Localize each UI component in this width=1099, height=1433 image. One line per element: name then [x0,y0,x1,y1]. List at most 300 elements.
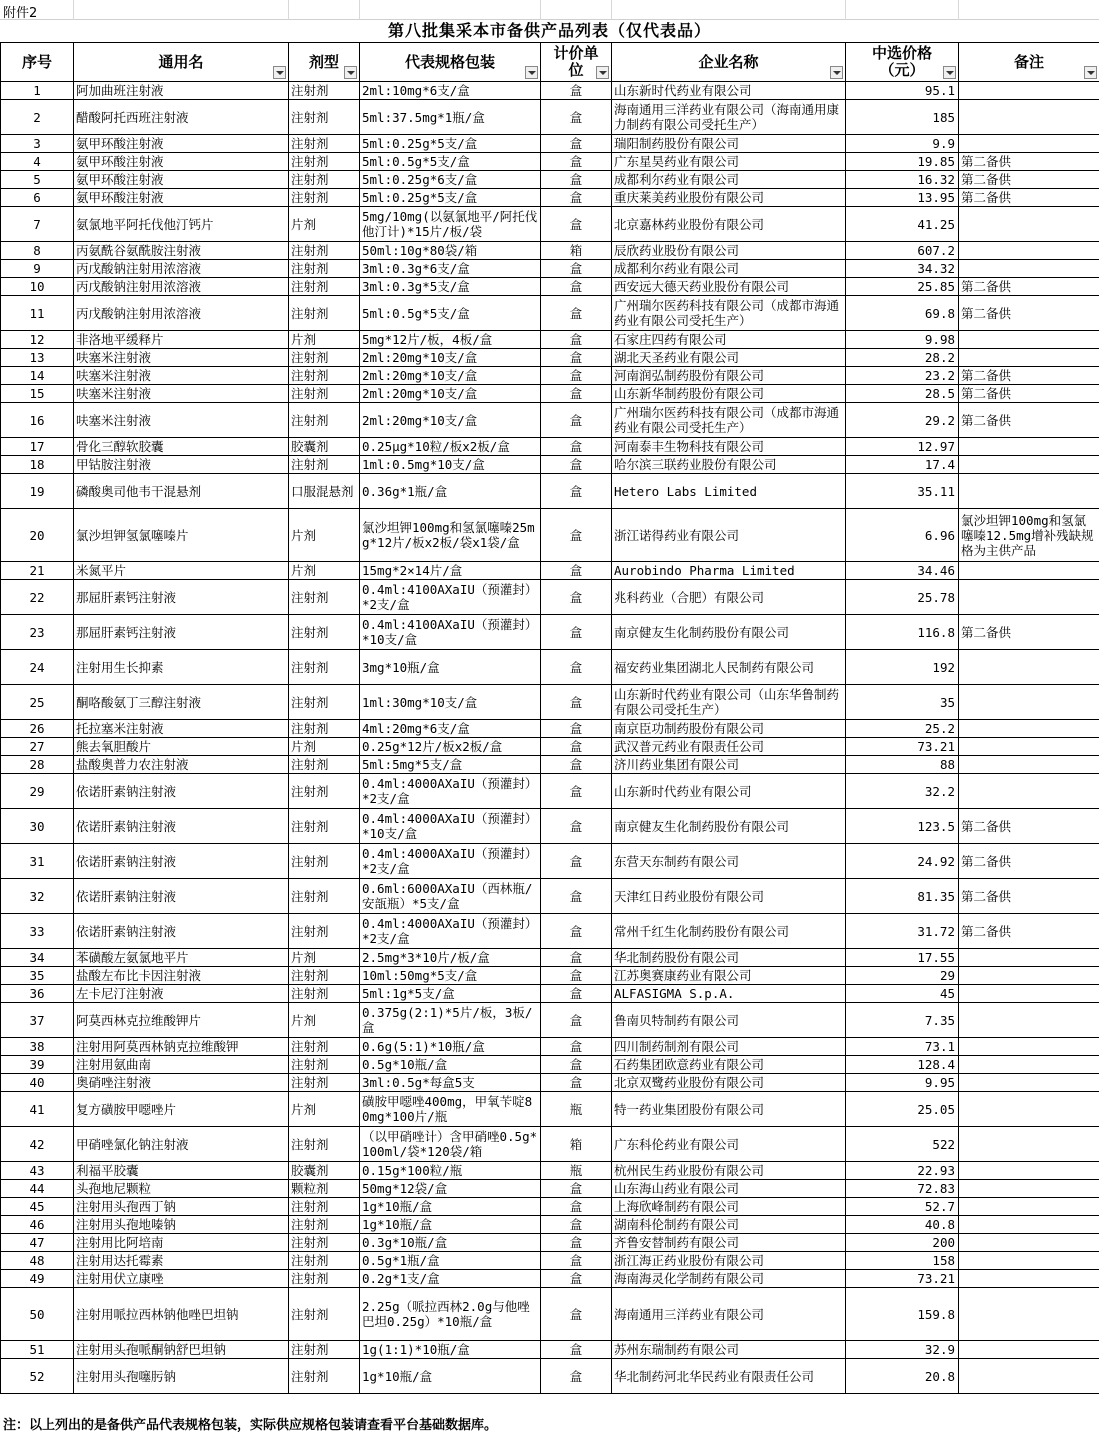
row-generic-name: 熊去氧胆酸片 [74,738,289,756]
row-dosage-form: 注射剂 [289,385,360,403]
row-company: 河南润弘制药股份有限公司 [612,367,846,385]
row-remark: 第二备供 [959,278,1099,296]
row-seq: 45 [1,1198,74,1216]
row-price: 16.32 [846,171,959,189]
row-remark [959,1162,1099,1180]
table-row [1,82,1099,100]
row-remark: 第二备供 [959,367,1099,385]
row-dosage-form: 注射剂 [289,1056,360,1074]
row-unit: 盒 [541,296,612,331]
row-seq: 7 [1,207,74,242]
row-company: 特一药业集团股份有限公司 [612,1092,846,1127]
row-remark: 第二备供 [959,385,1099,403]
header-remark: 备注 [959,43,1099,82]
row-company: 苏州东瑞制药有限公司 [612,1341,846,1359]
row-generic-name: 奥硝唑注射液 [74,1074,289,1092]
row-spec-package: 0.5g*10瓶/盒 [360,1056,541,1074]
table-row [1,738,1099,756]
row-spec-package: 2ml:20mg*10支/盒 [360,385,541,403]
row-price: 185 [846,100,959,135]
row-company: 武汉普元药业有限责任公司 [612,738,846,756]
row-spec-package: 0.4ml:4000AXaIU（预灌封）*10支/盒 [360,809,541,844]
row-remark [959,1056,1099,1074]
row-dosage-form: 注射剂 [289,456,360,474]
row-unit: 盒 [541,949,612,967]
row-price: 28.2 [846,349,959,367]
table-row [1,367,1099,385]
row-spec-package: 2.25g（哌拉西林2.0g与他唑巴坦0.25g）*10瓶/盒 [360,1288,541,1341]
table-row [1,1127,1099,1162]
row-price: 123.5 [846,809,959,844]
row-dosage-form: 注射剂 [289,844,360,879]
row-unit: 盒 [541,207,612,242]
row-dosage-form: 注射剂 [289,278,360,296]
row-unit: 盒 [541,985,612,1003]
row-remark [959,135,1099,153]
row-company: 石药集团欧意药业有限公司 [612,1056,846,1074]
row-company: 西安远大德天药业股份有限公司 [612,278,846,296]
row-spec-package: 5ml:1g*5支/盒 [360,985,541,1003]
row-seq: 21 [1,562,74,580]
row-unit: 箱 [541,242,612,260]
row-seq: 40 [1,1074,74,1092]
row-price: 95.1 [846,82,959,100]
row-dosage-form: 注射剂 [289,242,360,260]
row-generic-name: 头孢地尼颗粒 [74,1180,289,1198]
row-generic-name: 阿莫西林克拉维酸钾片 [74,1003,289,1038]
table-row [1,171,1099,189]
row-generic-name: 呋塞米注射液 [74,367,289,385]
row-seq: 50 [1,1288,74,1341]
table-row [1,438,1099,456]
row-unit: 盒 [541,438,612,456]
row-generic-name: 盐酸奥普力农注射液 [74,756,289,774]
row-unit: 盒 [541,1270,612,1288]
row-generic-name: 注射用头孢哌酮钠舒巴坦钠 [74,1341,289,1359]
row-seq: 22 [1,580,74,615]
row-generic-name: 复方磺胺甲噁唑片 [74,1092,289,1127]
table-title: 第八批集采本市备供产品列表（仅代表品） [0,20,1099,42]
row-company: 哈尔滨三联药业股份有限公司 [612,456,846,474]
row-spec-package: 0.4ml:4000AXaIU（预灌封）*2支/盒 [360,914,541,949]
row-remark [959,331,1099,349]
row-dosage-form: 片剂 [289,1003,360,1038]
row-unit: 盒 [541,1074,612,1092]
row-price: 28.5 [846,385,959,403]
row-remark [959,1038,1099,1056]
row-seq: 25 [1,685,74,720]
row-generic-name: 注射用达托霉素 [74,1252,289,1270]
row-dosage-form: 注射剂 [289,135,360,153]
row-generic-name: 丙戊酸钠注射用浓溶液 [74,278,289,296]
row-generic-name: 氨甲环酸注射液 [74,189,289,207]
table-row [1,967,1099,985]
table-row [1,985,1099,1003]
row-spec-package: 2.5mg*3*10片/板/盒 [360,949,541,967]
filter-dropdown-icon[interactable] [1084,66,1097,79]
filter-dropdown-icon[interactable] [943,66,956,79]
row-company: 湖北天圣药业有限公司 [612,349,846,367]
row-company: 成都利尔药业有限公司 [612,260,846,278]
row-seq: 16 [1,403,74,438]
table-row [1,331,1099,349]
row-spec-package: 0.4ml:4000AXaIU（预灌封）*2支/盒 [360,774,541,809]
row-dosage-form: 注射剂 [289,189,360,207]
row-unit: 盒 [541,720,612,738]
row-unit: 盒 [541,967,612,985]
row-seq: 13 [1,349,74,367]
row-dosage-form: 片剂 [289,1092,360,1127]
table-row [1,650,1099,685]
row-seq: 51 [1,1341,74,1359]
row-price: 40.8 [846,1216,959,1234]
row-spec-package: 0.5g*1瓶/盒 [360,1252,541,1270]
row-price: 72.83 [846,1180,959,1198]
table-row [1,720,1099,738]
table-row [1,135,1099,153]
row-seq: 20 [1,509,74,562]
row-price: 25.2 [846,720,959,738]
row-unit: 盒 [541,349,612,367]
row-seq: 17 [1,438,74,456]
row-seq: 47 [1,1234,74,1252]
row-company: 华北制药河北华民药业有限责任公司 [612,1359,846,1394]
row-spec-package: 0.4ml:4100AXaIU（预灌封）*2支/盒 [360,580,541,615]
row-dosage-form: 注射剂 [289,914,360,949]
row-unit: 盒 [541,844,612,879]
row-dosage-form: 注射剂 [289,1216,360,1234]
row-company: 天津红日药业股份有限公司 [612,879,846,914]
row-generic-name: 注射用比阿培南 [74,1234,289,1252]
row-seq: 34 [1,949,74,967]
row-generic-name: 苯磺酸左氨氯地平片 [74,949,289,967]
row-company: 常州千红生化制药股份有限公司 [612,914,846,949]
row-generic-name: 依诺肝素钠注射液 [74,914,289,949]
row-unit: 盒 [541,756,612,774]
row-dosage-form: 注射剂 [289,367,360,385]
row-generic-name: 米氮平片 [74,562,289,580]
table-row [1,1198,1099,1216]
row-generic-name: 阿加曲班注射液 [74,82,289,100]
table-row [1,474,1099,509]
row-price: 73.21 [846,1270,959,1288]
row-company: 山东新时代药业有限公司 [612,774,846,809]
table-row [1,509,1099,562]
row-generic-name: 那屈肝素钙注射液 [74,615,289,650]
table-row [1,1038,1099,1056]
row-generic-name: 依诺肝素钠注射液 [74,879,289,914]
table-row [1,296,1099,331]
row-spec-package: 0.6ml:6000AXaIU（西林瓶/安瓿瓶）*5支/盒 [360,879,541,914]
row-dosage-form: 颗粒剂 [289,1180,360,1198]
header-spec-package: 代表规格包装 [360,43,541,82]
row-spec-package: 5ml:37.5mg*1瓶/盒 [360,100,541,135]
row-price: 35 [846,685,959,720]
row-company: 广东科伦药业有限公司 [612,1127,846,1162]
row-remark [959,756,1099,774]
row-company: 海南通用三洋药业有限公司 [612,1288,846,1341]
row-dosage-form: 注射剂 [289,615,360,650]
row-generic-name: 骨化三醇软胶囊 [74,438,289,456]
table-row [1,403,1099,438]
row-price: 200 [846,1234,959,1252]
table-row [1,260,1099,278]
row-unit: 盒 [541,1359,612,1394]
row-spec-package: 15mg*2×14片/盒 [360,562,541,580]
row-generic-name: 甲钴胺注射液 [74,456,289,474]
filter-dropdown-icon[interactable] [830,66,843,79]
row-dosage-form: 胶囊剂 [289,438,360,456]
row-generic-name: 丙戊酸钠注射用浓溶液 [74,296,289,331]
row-price: 29 [846,967,959,985]
table-row [1,1270,1099,1288]
row-spec-package: 3ml:0.3g*6支/盒 [360,260,541,278]
row-price: 159.8 [846,1288,959,1341]
row-seq: 28 [1,756,74,774]
row-dosage-form: 注射剂 [289,82,360,100]
row-seq: 5 [1,171,74,189]
row-company: 四川制药制剂有限公司 [612,1038,846,1056]
table-row [1,809,1099,844]
row-remark [959,474,1099,509]
row-remark [959,260,1099,278]
row-price: 31.72 [846,914,959,949]
row-dosage-form: 片剂 [289,331,360,349]
row-unit: 盒 [541,456,612,474]
row-remark [959,774,1099,809]
row-dosage-form: 注射剂 [289,100,360,135]
row-dosage-form: 注射剂 [289,774,360,809]
row-remark [959,562,1099,580]
row-remark [959,1270,1099,1288]
row-remark [959,349,1099,367]
row-seq: 8 [1,242,74,260]
row-price: 17.55 [846,949,959,967]
table-row [1,1252,1099,1270]
row-price: 25.85 [846,278,959,296]
row-company: 海南通用三洋药业有限公司（海南通用康力制药有限公司受托生产） [612,100,846,135]
row-remark [959,1288,1099,1341]
row-company: 南京臣功制药股份有限公司 [612,720,846,738]
row-dosage-form: 注射剂 [289,967,360,985]
row-unit: 盒 [541,1198,612,1216]
row-seq: 44 [1,1180,74,1198]
row-dosage-form: 注射剂 [289,809,360,844]
row-spec-package: 0.36g*1瓶/盒 [360,474,541,509]
row-spec-package: 2ml:20mg*10支/盒 [360,349,541,367]
row-spec-package: 5mg/10mg(以氨氯地平/阿托伐他汀计)*15片/板/袋 [360,207,541,242]
header-generic-name: 通用名 [74,43,289,82]
row-seq: 29 [1,774,74,809]
table-row [1,1216,1099,1234]
row-seq: 9 [1,260,74,278]
row-price: 607.2 [846,242,959,260]
filter-dropdown-icon[interactable] [273,66,286,79]
row-seq: 19 [1,474,74,509]
table-row [1,1341,1099,1359]
row-company: 瑞阳制药股份有限公司 [612,135,846,153]
row-generic-name: 氨甲环酸注射液 [74,171,289,189]
row-unit: 盒 [541,100,612,135]
footnote: 注：以上列出的是备供产品代表规格包装，实际供应规格包装请查看平台基础数据库。 [3,1414,497,1433]
row-generic-name: 依诺肝素钠注射液 [74,809,289,844]
attachment-label: 附件2 [3,2,37,21]
row-remark [959,1180,1099,1198]
row-price: 9.9 [846,135,959,153]
table-row [1,615,1099,650]
row-generic-name: 注射用生长抑素 [74,650,289,685]
row-company: 浙江海正药业股份有限公司 [612,1252,846,1270]
row-spec-package: 5ml:0.25g*5支/盒 [360,189,541,207]
row-spec-package: 2ml:20mg*10支/盒 [360,403,541,438]
row-spec-package: 5mg*12片/板，4板/盒 [360,331,541,349]
row-seq: 12 [1,331,74,349]
row-remark [959,1198,1099,1216]
row-seq: 42 [1,1127,74,1162]
row-remark [959,1003,1099,1038]
row-price: 73.1 [846,1038,959,1056]
row-dosage-form: 片剂 [289,738,360,756]
row-generic-name: 甲硝唑氯化钠注射液 [74,1127,289,1162]
row-remark [959,1092,1099,1127]
row-generic-name: 左卡尼汀注射液 [74,985,289,1003]
row-unit: 盒 [541,171,612,189]
row-unit: 盒 [541,1056,612,1074]
row-generic-name: 那屈肝素钙注射液 [74,580,289,615]
row-dosage-form: 注射剂 [289,720,360,738]
table-row [1,349,1099,367]
row-unit: 盒 [541,474,612,509]
row-spec-package: 2ml:10mg*6支/盒 [360,82,541,100]
row-dosage-form: 注射剂 [289,1198,360,1216]
header-company: 企业名称 [612,43,846,82]
row-seq: 33 [1,914,74,949]
row-unit: 盒 [541,1234,612,1252]
row-seq: 30 [1,809,74,844]
row-unit: 盒 [541,135,612,153]
row-seq: 23 [1,615,74,650]
row-remark [959,1252,1099,1270]
row-remark [959,985,1099,1003]
row-spec-package: 1g*10瓶/盒 [360,1216,541,1234]
row-generic-name: 呋塞米注射液 [74,403,289,438]
row-remark: 第二备供 [959,914,1099,949]
row-dosage-form: 注射剂 [289,685,360,720]
row-unit: 盒 [541,189,612,207]
row-remark [959,738,1099,756]
row-dosage-form: 注射剂 [289,1359,360,1394]
row-spec-package: （以甲硝唑计）含甲硝唑0.5g*100ml/袋*120袋/箱 [360,1127,541,1162]
row-unit: 瓶 [541,1162,612,1180]
table-row [1,153,1099,171]
row-dosage-form: 注射剂 [289,879,360,914]
row-remark [959,1074,1099,1092]
product-table [0,42,1099,1394]
row-remark [959,456,1099,474]
row-price: 25.78 [846,580,959,615]
row-generic-name: 丙氨酰谷氨酰胺注射液 [74,242,289,260]
row-remark: 第二备供 [959,403,1099,438]
row-company: 齐鲁安替制药有限公司 [612,1234,846,1252]
row-unit: 盒 [541,367,612,385]
table-row [1,879,1099,914]
filter-dropdown-icon[interactable] [344,66,357,79]
row-spec-package: 5ml:0.5g*5支/盒 [360,153,541,171]
table-row [1,1162,1099,1180]
table-row [1,914,1099,949]
row-unit: 盒 [541,1288,612,1341]
row-remark: 第二备供 [959,809,1099,844]
row-dosage-form: 注射剂 [289,985,360,1003]
row-price: 17.4 [846,456,959,474]
row-unit: 盒 [541,562,612,580]
row-price: 20.8 [846,1359,959,1394]
row-company: 广东星昊药业有限公司 [612,153,846,171]
row-remark [959,685,1099,720]
row-unit: 盒 [541,738,612,756]
row-price: 7.35 [846,1003,959,1038]
row-spec-package: 氯沙坦钾100mg和氢氯噻嗪25mg*12片/板x2板/袋x1袋/盒 [360,509,541,562]
row-spec-package: 3ml:0.3g*5支/盒 [360,278,541,296]
row-dosage-form: 注射剂 [289,1341,360,1359]
row-unit: 盒 [541,385,612,403]
row-unit: 箱 [541,1127,612,1162]
row-seq: 26 [1,720,74,738]
table-row [1,1056,1099,1074]
row-seq: 10 [1,278,74,296]
table-row [1,1092,1099,1127]
row-dosage-form: 胶囊剂 [289,1162,360,1180]
row-remark [959,967,1099,985]
row-dosage-form: 注射剂 [289,1288,360,1341]
row-remark [959,438,1099,456]
row-company: 重庆莱美药业股份有限公司 [612,189,846,207]
row-unit: 盒 [541,260,612,278]
row-seq: 31 [1,844,74,879]
row-unit: 盒 [541,1038,612,1056]
row-dosage-form: 注射剂 [289,403,360,438]
row-spec-package: 0.4ml:4000AXaIU（预灌封）*2支/盒 [360,844,541,879]
row-dosage-form: 注射剂 [289,1127,360,1162]
row-seq: 41 [1,1092,74,1127]
filter-dropdown-icon[interactable] [525,66,538,79]
row-dosage-form: 注射剂 [289,580,360,615]
row-company: Aurobindo Pharma Limited [612,562,846,580]
row-price: 158 [846,1252,959,1270]
row-unit: 盒 [541,278,612,296]
row-generic-name: 注射用头孢西丁钠 [74,1198,289,1216]
row-spec-package: 5ml:0.25g*6支/盒 [360,171,541,189]
row-remark [959,949,1099,967]
row-seq: 2 [1,100,74,135]
header-seq: 序号 [1,43,74,82]
table-row [1,1074,1099,1092]
filter-dropdown-icon[interactable] [596,66,609,79]
row-price: 9.98 [846,331,959,349]
row-company: 南京健友生化制药股份有限公司 [612,615,846,650]
row-company: 山东海山药业有限公司 [612,1180,846,1198]
row-dosage-form: 注射剂 [289,153,360,171]
row-generic-name: 氨氯地平阿托伐他汀钙片 [74,207,289,242]
row-spec-package: 1g*10瓶/盒 [360,1359,541,1394]
row-generic-name: 氯沙坦钾氢氯噻嗪片 [74,509,289,562]
row-seq: 52 [1,1359,74,1394]
row-company: 鲁南贝特制药有限公司 [612,1003,846,1038]
row-unit: 盒 [541,1216,612,1234]
row-company: ALFASIGMA S.p.A. [612,985,846,1003]
row-spec-package: 0.6g(5:1)*10瓶/盒 [360,1038,541,1056]
row-generic-name: 注射用头孢地嗪钠 [74,1216,289,1234]
